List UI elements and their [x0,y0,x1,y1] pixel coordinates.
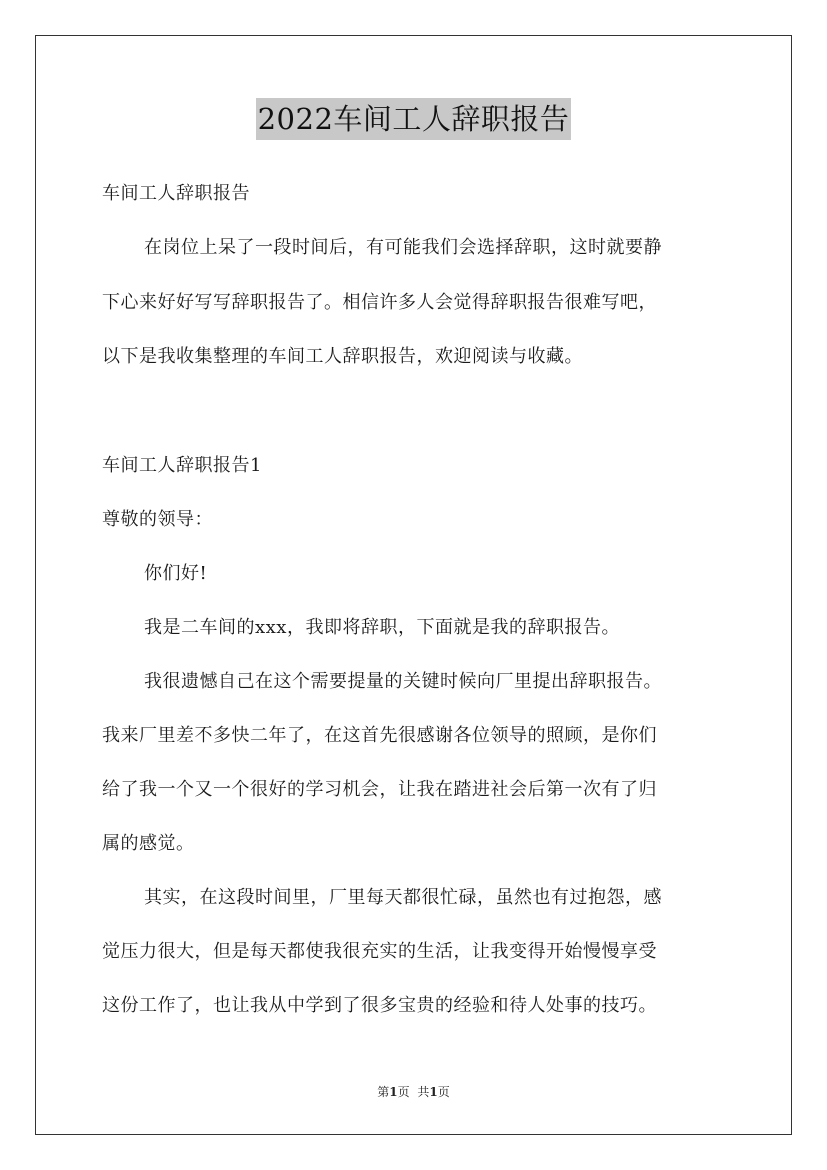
intro-line-2: 下心来好好写写辞职报告了。相信许多人会觉得辞职报告很难写吧， [102,292,657,313]
subtitle: 车间工人辞职报告 [102,183,250,204]
intro-line-1: 在岗位上呆了一段时间后，有可能我们会选择辞职，这时就要静 [144,237,662,258]
total-suffix: 页 [437,1085,450,1099]
body-line-4: 给了我一个又一个很好的学习机会，让我在踏进社会后第一次有了归 [102,779,657,800]
page-suffix: 页 [397,1085,410,1099]
body-line-1: 我是二车间的xxx，我即将辞职，下面就是我的辞职报告。 [144,617,620,638]
total-pages: 1 [429,1085,438,1099]
section-heading: 车间工人辞职报告1 [102,455,262,476]
title-container [0,98,827,140]
page-number: 1 [389,1085,398,1099]
total-prefix: 共 [417,1085,430,1099]
body-line-3: 我来厂里差不多快二年了，在这首先很感谢各位领导的照顾，是你们 [102,725,657,746]
body-line-7: 觉压力很大，但是每天都使我很充实的生活，让我变得开始慢慢享受 [102,941,657,962]
salutation: 尊敬的领导： [102,509,213,530]
document-title: 2022车间工人辞职报告 [256,98,572,140]
page-prefix: 第 [377,1085,390,1099]
page-footer [0,1083,827,1101]
body-line-6: 其实，在这段时间里，厂里每天都很忙碌，虽然也有过抱怨，感 [144,887,662,908]
body-line-8: 这份工作了，也让我从中学到了很多宝贵的经验和待人处事的技巧。 [102,995,657,1016]
body-line-5: 属的感觉。 [102,833,195,854]
greeting: 你们好! [144,563,208,584]
intro-line-3: 以下是我收集整理的车间工人辞职报告，欢迎阅读与收藏。 [102,346,583,367]
body-line-2: 我很遗憾自己在这个需要提量的关键时候向厂里提出辞职报告。 [144,671,662,692]
